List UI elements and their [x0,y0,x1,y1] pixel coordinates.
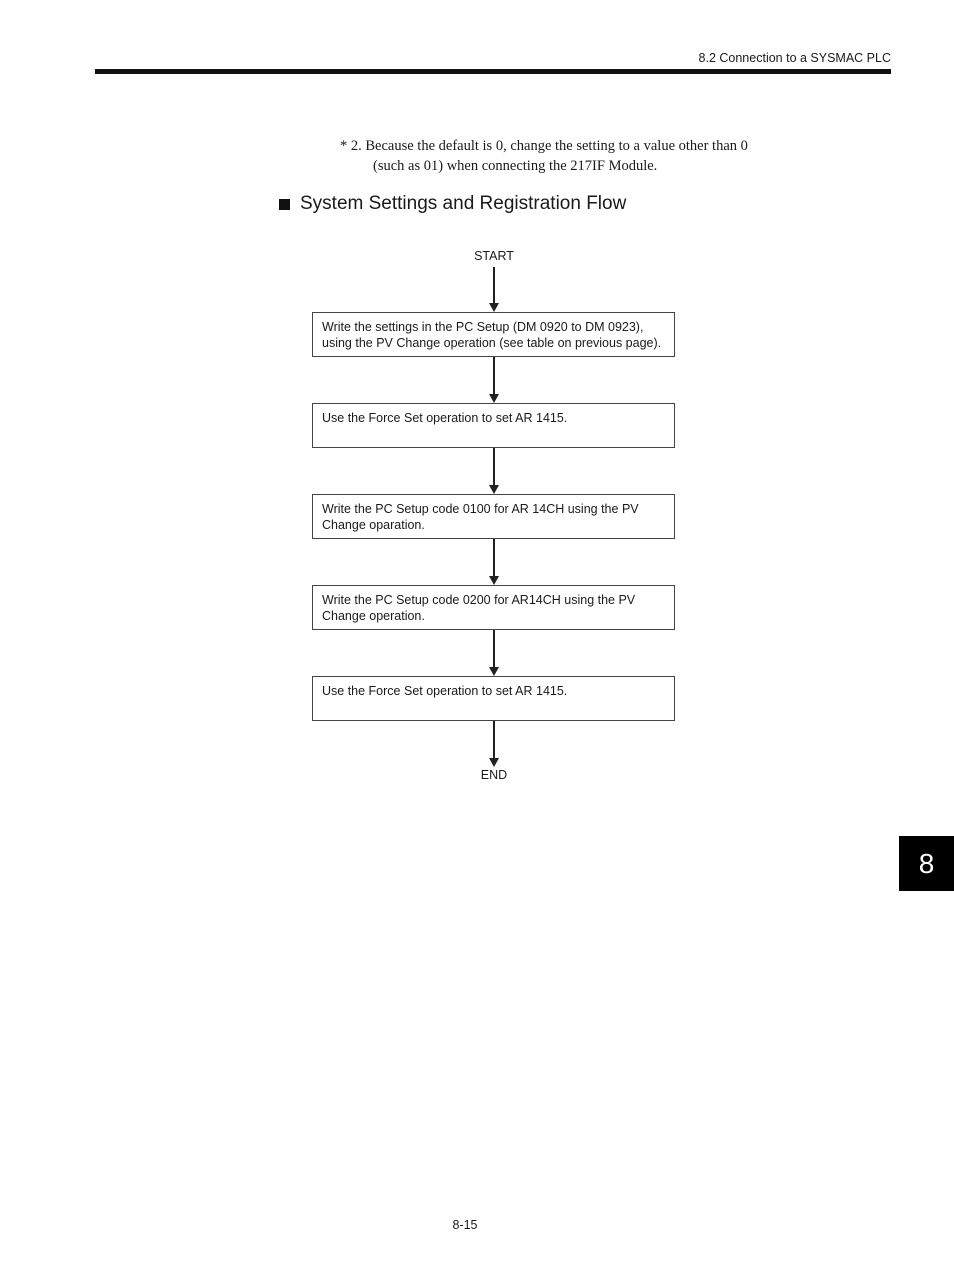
chapter-tab: 8 [899,836,954,891]
flow-step-text: Use the Force Set operation to set AR 1415. [322,411,568,425]
flow-arrow [493,721,495,759]
flow-step-text: Change operation. [322,609,425,623]
flow-arrowhead [489,667,499,676]
flow-step-2 [312,403,675,448]
flow-arrowhead [489,303,499,312]
flow-step-text: Use the Force Set operation to set AR 1415. [322,684,568,698]
flow-arrow [493,630,495,668]
flow-arrowhead [489,485,499,494]
flow-arrowhead [489,394,499,403]
running-head: 8.2 Connection to a SYSMAC PLC [698,51,891,65]
flow-step-5 [312,676,675,721]
section-heading [279,193,626,215]
flow-arrow [493,448,495,486]
flow-step-text: Write the PC Setup code 0100 for AR 14CH using the PV [322,502,639,516]
footnote [340,136,748,176]
flow-step-3 [312,494,675,539]
flow-arrow [493,539,495,577]
flow-end-label: END [480,768,508,782]
square-bullet-icon [279,199,290,210]
flow-step-text: using the PV Change operation (see table on previous page). [322,336,662,350]
flow-start-label: START [474,249,514,263]
flow-arrow [493,357,495,395]
flow-arrowhead [489,758,499,767]
section-heading-text: System Settings and Registration Flow [300,193,627,214]
flow-arrow [493,267,495,304]
flow-arrowhead [489,576,499,585]
footnote-line-2: (such as 01) when connecting the 217IF Module. [373,158,658,174]
header-rule [95,69,891,74]
page-number: 8-15 [452,1218,478,1232]
flow-step-1 [312,312,675,357]
flow-step-text: Write the settings in the PC Setup (DM 0920 to DM 0923), [322,320,644,334]
footnote-line-1: * 2. Because the default is 0, change the setting to a value other than 0 [340,138,748,154]
flow-step-text: Change oparation. [322,518,425,532]
flow-step-4 [312,585,675,630]
flow-step-text: Write the PC Setup code 0200 for AR14CH using the PV [322,593,636,607]
